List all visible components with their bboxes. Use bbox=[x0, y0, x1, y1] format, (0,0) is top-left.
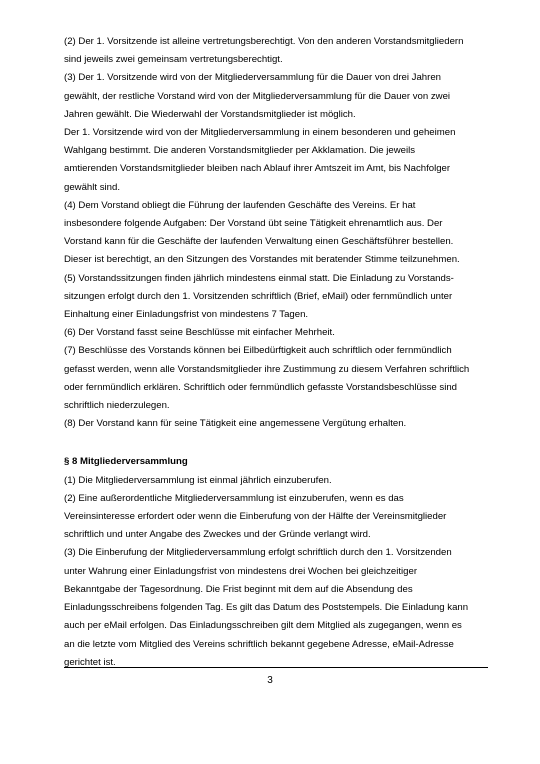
text-line: unter Wahrung einer Einladungsfrist von mindestens drei Wochen bei gleichzeitiger bbox=[64, 565, 418, 577]
text-line: Jahren gewählt. Die Wiederwahl der Vorstandsmitglieder ist möglich. bbox=[64, 108, 356, 120]
section-7-body bbox=[64, 33, 494, 433]
text-line: Vereinsinteresse erfordert oder wenn die Einberufung von der Hälfte der Vereinsmitglieder bbox=[64, 511, 447, 523]
text-line: sind jeweils zwei gemeinsam vertretungsberechtigt. bbox=[64, 54, 283, 66]
text-line: schriftlich und unter Angabe des Zweckes und der Gründe verlangt wird. bbox=[64, 529, 371, 541]
text-line: (7) Beschlüsse des Vorstands können bei Eilbedürftigkeit auch schriftlich oder fernmündlich bbox=[64, 345, 452, 357]
text-line: (2) Der 1. Vorsitzende ist alleine vertretungsberechtigt. Von den anderen Vorstandsmitgliedern bbox=[64, 36, 464, 47]
paragraph bbox=[64, 490, 494, 545]
text-line: gefasst werden, wenn alle Vorstandsmitglieder ihre Zustimmung zu diesem Verfahren schriftlich bbox=[64, 363, 470, 375]
document-page bbox=[64, 33, 494, 672]
paragraph bbox=[64, 342, 494, 415]
text-line: oder fernmündlich erklären. Schriftlich oder fernmündlich gefasste Vorstandsbeschlüsse sind bbox=[64, 381, 458, 393]
section-gap bbox=[64, 433, 494, 453]
text-line: (3) Der 1. Vorsitzende wird von der Mitgliederversammlung für die Dauer von drei Jahren bbox=[64, 72, 441, 84]
text-line: (3) Die Einberufung der Mitgliederversammlung erfolgt schriftlich durch den 1. Vorsitzenden bbox=[64, 547, 452, 559]
text-line: gewählt, der restliche Vorstand wird von der Mitgliederversammlung für die Dauer von zwei bbox=[64, 90, 451, 102]
paragraph bbox=[64, 270, 494, 325]
text-line: schriftlich niederzulegen. bbox=[64, 400, 170, 412]
text-line: Einladungsschreibens folgenden Tag. Es gilt das Datum des Poststempels. Die Einladung kann bbox=[64, 602, 469, 614]
text-line: (5) Vorstandssitzungen finden jährlich mindestens einmal statt. Die Einladung zu Vorstands- bbox=[64, 272, 454, 284]
text-line: (2) Eine außerordentliche Mitgliederversammlung ist einzuberufen, wenn es das bbox=[64, 492, 404, 504]
text-line: gewählt sind. bbox=[64, 181, 120, 193]
text-line: Der 1. Vorsitzende wird von der Mitgliederversammlung in einem besonderen und geheimen bbox=[64, 127, 456, 139]
text-line: (1) Die Mitgliederversammlung ist einmal jährlich einzuberufen. bbox=[64, 474, 332, 486]
footer-divider bbox=[64, 667, 488, 668]
paragraph bbox=[64, 197, 494, 270]
paragraph bbox=[64, 415, 494, 433]
text-line: Einhaltung einer Einladungsfrist von mindestens 7 Tagen. bbox=[64, 309, 309, 321]
text-line: an die letzte vom Mitglied des Vereins schriftlich bekannt gegebene Adresse, eMail-Adresse bbox=[64, 638, 454, 650]
section-8-body bbox=[64, 472, 494, 672]
text-line: Wahlgang bestimmt. Die anderen Vorstandsmitglieder per Akklamation. Die jeweils bbox=[64, 145, 416, 157]
text-line: gerichtet ist. bbox=[64, 656, 116, 668]
paragraph bbox=[64, 544, 494, 671]
text-line: (6) Der Vorstand fasst seine Beschlüsse mit einfacher Mehrheit. bbox=[64, 327, 335, 339]
page-number: 3 bbox=[267, 675, 273, 686]
section-8-heading: § 8 Mitgliederversammlung bbox=[64, 456, 188, 468]
text-line: (4) Dem Vorstand obliegt die Führung der laufenden Geschäfte des Vereins. Er hat bbox=[64, 199, 416, 211]
text-line: (8) Der Vorstand kann für seine Tätigkeit eine angemessene Vergütung erhalten. bbox=[64, 418, 407, 430]
text-line: auch per eMail erfolgen. Das Einladungsschreiben gilt dem Mitglied als zugegangen, wenn es bbox=[64, 620, 462, 632]
text-line: Vorstand kann für die Geschäfte der laufenden Verwaltung einen Geschäftsführer bestellen. bbox=[64, 236, 454, 248]
paragraph bbox=[64, 69, 494, 196]
text-line: amtierenden Vorstandsmitglieder bleiben nach Ablauf ihrer Amtszeit im Amt, bis Nachfolger bbox=[64, 163, 451, 175]
text-line: Bekanntgabe der Tagesordnung. Die Frist beginnt mit dem auf die Absendung des bbox=[64, 583, 413, 595]
text-line: insbesondere folgende Aufgaben: Der Vorstand übt seine Tätigkeit ehrenamtlich aus. Der bbox=[64, 218, 443, 230]
paragraph bbox=[64, 33, 494, 69]
text-line: sitzungen erfolgt durch den 1. Vorsitzenden schriftlich (Brief, eMail) oder fernmündlich unter bbox=[64, 290, 453, 302]
paragraph bbox=[64, 472, 494, 490]
text-line: Dieser ist berechtigt, an den Sitzungen des Vorstandes mit beratender Stimme teilzunehmen. bbox=[64, 254, 460, 266]
paragraph bbox=[64, 324, 494, 342]
